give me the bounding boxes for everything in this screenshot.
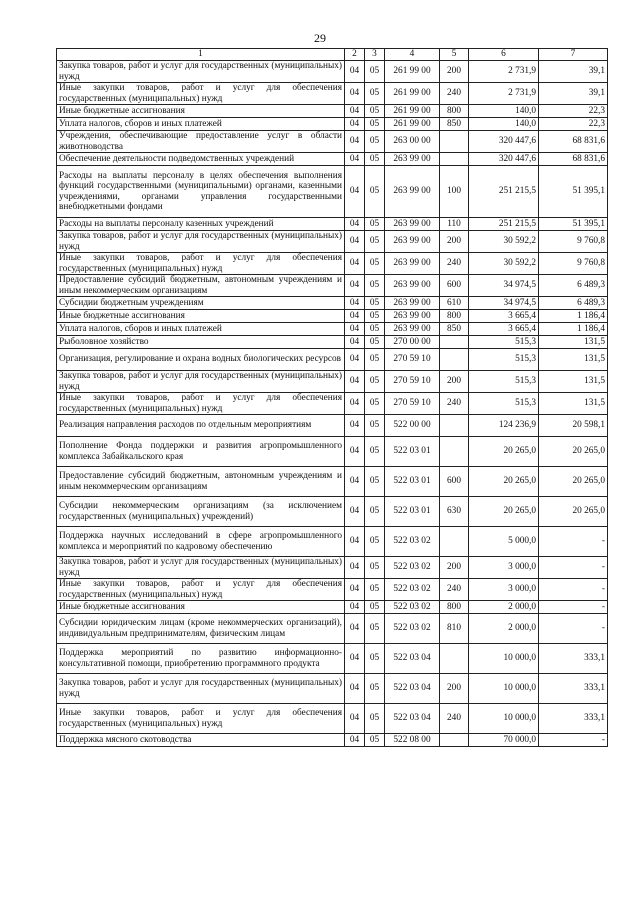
row-subsection: 05 <box>365 275 385 297</box>
row-executed-amount: 1 186,4 <box>539 310 608 323</box>
row-plan-amount: 3 665,4 <box>469 323 539 336</box>
row-target-code: 270 59 10 <box>385 393 440 415</box>
header-row <box>57 49 608 61</box>
row-section: 04 <box>345 601 365 614</box>
row-name: Закупка товаров, работ и услуг для государственных (муниципальных) нужд <box>57 371 345 393</box>
row-expense-type: 610 <box>440 297 469 310</box>
row-subsection: 05 <box>365 323 385 336</box>
row-subsection: 05 <box>365 579 385 601</box>
row-expense-type <box>440 734 469 747</box>
row-subsection: 05 <box>365 704 385 734</box>
row-target-code: 522 00 00 <box>385 415 440 437</box>
row-name: Иные бюджетные ассигнования <box>57 601 345 614</box>
row-plan-amount: 10 000,0 <box>469 644 539 674</box>
row-target-code: 522 03 02 <box>385 527 440 557</box>
row-executed-amount: 131,5 <box>539 393 608 415</box>
row-section: 04 <box>345 118 365 131</box>
row-plan-amount: 30 592,2 <box>469 253 539 275</box>
row-subsection: 05 <box>365 734 385 747</box>
row-plan-amount: 10 000,0 <box>469 704 539 734</box>
row-name: Организация, регулирование и охрана водных биологических ресурсов <box>57 349 345 371</box>
row-expense-type <box>440 131 469 153</box>
row-plan-amount: 2 731,9 <box>469 61 539 83</box>
row-executed-amount: 9 760,8 <box>539 253 608 275</box>
row-section: 04 <box>345 231 365 253</box>
table-row <box>57 614 608 644</box>
row-plan-amount: 515,3 <box>469 371 539 393</box>
row-target-code: 522 03 02 <box>385 579 440 601</box>
row-section: 04 <box>345 83 365 105</box>
table-row <box>57 166 608 218</box>
row-subsection: 05 <box>365 131 385 153</box>
row-expense-type: 200 <box>440 557 469 579</box>
row-subsection: 05 <box>365 497 385 527</box>
row-name: Поддержка мероприятий по развитию информационно-консультативной помощи, приобретению программного продукта <box>57 644 345 674</box>
row-name: Пополнение Фонда поддержки и развития агропромышленного комплекса Забайкальского края <box>57 437 345 467</box>
table-row <box>57 231 608 253</box>
row-executed-amount: 39,1 <box>539 83 608 105</box>
row-name: Иные закупки товаров, работ и услуг для обеспечения государственных (муниципальных) нужд <box>57 393 345 415</box>
row-expense-type: 810 <box>440 614 469 644</box>
row-section: 04 <box>345 310 365 323</box>
page-number: 29 <box>314 31 326 45</box>
row-plan-amount: 3 665,4 <box>469 310 539 323</box>
row-executed-amount: 1 186,4 <box>539 323 608 336</box>
row-subsection: 05 <box>365 61 385 83</box>
row-expense-type <box>440 336 469 349</box>
row-expense-type: 240 <box>440 579 469 601</box>
row-target-code: 522 08 00 <box>385 734 440 747</box>
row-target-code: 263 99 00 <box>385 323 440 336</box>
row-section: 04 <box>345 166 365 218</box>
row-plan-amount: 140,0 <box>469 118 539 131</box>
row-plan-amount: 140,0 <box>469 105 539 118</box>
col-header-2: 2 <box>345 49 365 61</box>
table-row <box>57 61 608 83</box>
row-name: Поддержка мясного скотоводства <box>57 734 345 747</box>
row-executed-amount: 22,3 <box>539 118 608 131</box>
row-target-code: 522 03 02 <box>385 614 440 644</box>
row-target-code: 261 99 00 <box>385 118 440 131</box>
table-row <box>57 644 608 674</box>
row-target-code: 261 99 00 <box>385 83 440 105</box>
table-row <box>57 218 608 231</box>
row-executed-amount: 68 831,6 <box>539 153 608 166</box>
row-section: 04 <box>345 275 365 297</box>
row-plan-amount: 320 447,6 <box>469 153 539 166</box>
row-section: 04 <box>345 253 365 275</box>
row-expense-type: 110 <box>440 218 469 231</box>
row-plan-amount: 20 265,0 <box>469 437 539 467</box>
table-row <box>57 557 608 579</box>
row-section: 04 <box>345 437 365 467</box>
row-name: Реализация направления расходов по отдельным мероприятиям <box>57 415 345 437</box>
row-plan-amount: 3 000,0 <box>469 579 539 601</box>
row-plan-amount: 70 000,0 <box>469 734 539 747</box>
row-section: 04 <box>345 415 365 437</box>
row-plan-amount: 2 000,0 <box>469 614 539 644</box>
row-plan-amount: 251 215,5 <box>469 166 539 218</box>
budget-table <box>56 48 608 747</box>
row-plan-amount: 34 974,5 <box>469 275 539 297</box>
row-target-code: 270 00 00 <box>385 336 440 349</box>
row-expense-type: 200 <box>440 61 469 83</box>
row-name: Субсидии некоммерческим организациям (за исключением государственных (муниципальных) учреждений) <box>57 497 345 527</box>
row-target-code: 522 03 01 <box>385 437 440 467</box>
row-target-code: 263 99 00 <box>385 153 440 166</box>
row-expense-type <box>440 527 469 557</box>
row-plan-amount: 20 265,0 <box>469 467 539 497</box>
row-target-code: 522 03 01 <box>385 497 440 527</box>
row-section: 04 <box>345 61 365 83</box>
row-name: Рыболовное хозяйство <box>57 336 345 349</box>
row-subsection: 05 <box>365 153 385 166</box>
row-plan-amount: 320 447,6 <box>469 131 539 153</box>
row-subsection: 05 <box>365 371 385 393</box>
table-row <box>57 497 608 527</box>
row-target-code: 263 99 00 <box>385 275 440 297</box>
row-subsection: 05 <box>365 467 385 497</box>
row-executed-amount: 333,1 <box>539 674 608 704</box>
row-name: Поддержка научных исследований в сфере агропромышленного комплекса и мероприятий по кадровому обеспечению <box>57 527 345 557</box>
table-row <box>57 310 608 323</box>
row-target-code: 263 99 00 <box>385 231 440 253</box>
row-name: Иные закупки товаров, работ и услуг для обеспечения государственных (муниципальных) нужд <box>57 253 345 275</box>
row-subsection: 05 <box>365 118 385 131</box>
col-header-5: 5 <box>440 49 469 61</box>
row-executed-amount: 20 265,0 <box>539 497 608 527</box>
table-row <box>57 371 608 393</box>
row-target-code: 522 03 04 <box>385 704 440 734</box>
row-expense-type: 800 <box>440 310 469 323</box>
table-row <box>57 336 608 349</box>
row-executed-amount: 333,1 <box>539 704 608 734</box>
row-subsection: 05 <box>365 297 385 310</box>
row-plan-amount: 124 236,9 <box>469 415 539 437</box>
row-target-code: 261 99 00 <box>385 105 440 118</box>
table-row <box>57 734 608 747</box>
row-expense-type: 240 <box>440 83 469 105</box>
row-target-code: 270 59 10 <box>385 349 440 371</box>
row-section: 04 <box>345 153 365 166</box>
row-executed-amount: 9 760,8 <box>539 231 608 253</box>
col-header-1: 1 <box>57 49 345 61</box>
row-name: Закупка товаров, работ и услуг для государственных (муниципальных) нужд <box>57 61 345 83</box>
row-expense-type: 850 <box>440 118 469 131</box>
row-executed-amount: 333,1 <box>539 644 608 674</box>
row-expense-type: 800 <box>440 105 469 118</box>
table-row <box>57 131 608 153</box>
row-target-code: 522 03 02 <box>385 557 440 579</box>
row-target-code: 263 00 00 <box>385 131 440 153</box>
row-name: Уплата налогов, сборов и иных платежей <box>57 323 345 336</box>
row-plan-amount: 515,3 <box>469 336 539 349</box>
row-executed-amount: 131,5 <box>539 349 608 371</box>
row-executed-amount: 6 489,3 <box>539 297 608 310</box>
row-section: 04 <box>345 704 365 734</box>
row-target-code: 263 99 00 <box>385 218 440 231</box>
row-plan-amount: 251 215,5 <box>469 218 539 231</box>
row-section: 04 <box>345 557 365 579</box>
row-section: 04 <box>345 674 365 704</box>
row-executed-amount: 131,5 <box>539 371 608 393</box>
table-row <box>57 153 608 166</box>
row-section: 04 <box>345 734 365 747</box>
row-subsection: 05 <box>365 231 385 253</box>
row-subsection: 05 <box>365 83 385 105</box>
row-expense-type <box>440 437 469 467</box>
row-name: Иные закупки товаров, работ и услуг для обеспечения государственных (муниципальных) нужд <box>57 83 345 105</box>
row-expense-type: 600 <box>440 275 469 297</box>
row-plan-amount: 10 000,0 <box>469 674 539 704</box>
row-expense-type <box>440 349 469 371</box>
row-section: 04 <box>345 393 365 415</box>
row-section: 04 <box>345 336 365 349</box>
row-name: Обеспечение деятельности подведомственных учреждений <box>57 153 345 166</box>
row-plan-amount: 515,3 <box>469 349 539 371</box>
row-executed-amount: - <box>539 557 608 579</box>
row-name: Субсидии юридическим лицам (кроме некоммерческих организаций), индивидуальным предпринимателям, физическим лицам <box>57 614 345 644</box>
row-expense-type: 630 <box>440 497 469 527</box>
row-name: Закупка товаров, работ и услуг для государственных (муниципальных) нужд <box>57 557 345 579</box>
table-row <box>57 105 608 118</box>
row-name: Закупка товаров, работ и услуг для государственных (муниципальных) нужд <box>57 674 345 704</box>
row-executed-amount: 20 598,1 <box>539 415 608 437</box>
row-executed-amount: 51 395,1 <box>539 218 608 231</box>
table-row <box>57 118 608 131</box>
row-plan-amount: 515,3 <box>469 393 539 415</box>
row-plan-amount: 3 000,0 <box>469 557 539 579</box>
row-section: 04 <box>345 371 365 393</box>
row-expense-type: 600 <box>440 467 469 497</box>
row-executed-amount: 39,1 <box>539 61 608 83</box>
row-name: Субсидии бюджетным учреждениям <box>57 297 345 310</box>
table-row <box>57 415 608 437</box>
row-expense-type <box>440 415 469 437</box>
row-expense-type: 240 <box>440 704 469 734</box>
col-header-4: 4 <box>385 49 440 61</box>
row-expense-type <box>440 644 469 674</box>
col-header-6: 6 <box>469 49 539 61</box>
row-expense-type: 200 <box>440 371 469 393</box>
row-executed-amount: 6 489,3 <box>539 275 608 297</box>
row-section: 04 <box>345 218 365 231</box>
row-section: 04 <box>345 323 365 336</box>
row-expense-type: 100 <box>440 166 469 218</box>
row-subsection: 05 <box>365 253 385 275</box>
table-row <box>57 601 608 614</box>
row-section: 04 <box>345 614 365 644</box>
row-section: 04 <box>345 527 365 557</box>
row-section: 04 <box>345 497 365 527</box>
row-plan-amount: 2 000,0 <box>469 601 539 614</box>
row-name: Иные закупки товаров, работ и услуг для обеспечения государственных (муниципальных) нужд <box>57 579 345 601</box>
row-expense-type: 800 <box>440 601 469 614</box>
row-name: Расходы на выплаты персоналу в целях обеспечения выполнения функций государственными (муниципальными) органами, казенными учреждениями, органами управления государственными внебюджетными фондами <box>57 166 345 218</box>
row-subsection: 05 <box>365 557 385 579</box>
row-executed-amount: - <box>539 614 608 644</box>
row-expense-type: 850 <box>440 323 469 336</box>
row-name: Иные закупки товаров, работ и услуг для обеспечения государственных (муниципальных) нужд <box>57 704 345 734</box>
col-header-7: 7 <box>539 49 608 61</box>
table-row <box>57 253 608 275</box>
row-target-code: 263 99 00 <box>385 253 440 275</box>
row-expense-type: 240 <box>440 253 469 275</box>
table-row <box>57 704 608 734</box>
row-executed-amount: - <box>539 734 608 747</box>
row-subsection: 05 <box>365 614 385 644</box>
row-subsection: 05 <box>365 674 385 704</box>
row-target-code: 263 99 00 <box>385 297 440 310</box>
row-section: 04 <box>345 579 365 601</box>
row-plan-amount: 30 592,2 <box>469 231 539 253</box>
table-row <box>57 674 608 704</box>
row-subsection: 05 <box>365 644 385 674</box>
row-name: Предоставление субсидий бюджетным, автономным учреждениям и иным некоммерческим организациям <box>57 275 345 297</box>
row-section: 04 <box>345 644 365 674</box>
row-subsection: 05 <box>365 310 385 323</box>
row-subsection: 05 <box>365 336 385 349</box>
row-name: Учреждения, обеспечивающие предоставление услуг в области животноводства <box>57 131 345 153</box>
row-executed-amount: 22,3 <box>539 105 608 118</box>
table-row <box>57 297 608 310</box>
row-name: Иные бюджетные ассигнования <box>57 105 345 118</box>
table-row <box>57 467 608 497</box>
row-expense-type: 200 <box>440 231 469 253</box>
table-row <box>57 349 608 371</box>
row-target-code: 261 99 00 <box>385 61 440 83</box>
row-section: 04 <box>345 467 365 497</box>
row-executed-amount: 68 831,6 <box>539 131 608 153</box>
row-plan-amount: 2 731,9 <box>469 83 539 105</box>
row-name: Иные бюджетные ассигнования <box>57 310 345 323</box>
row-section: 04 <box>345 297 365 310</box>
row-subsection: 05 <box>365 415 385 437</box>
row-section: 04 <box>345 131 365 153</box>
row-name: Уплата налогов, сборов и иных платежей <box>57 118 345 131</box>
table-row <box>57 275 608 297</box>
row-target-code: 522 03 01 <box>385 467 440 497</box>
table-row <box>57 527 608 557</box>
table-row <box>57 437 608 467</box>
row-executed-amount: - <box>539 601 608 614</box>
row-subsection: 05 <box>365 349 385 371</box>
row-subsection: 05 <box>365 393 385 415</box>
row-executed-amount: 20 265,0 <box>539 467 608 497</box>
row-target-code: 522 03 02 <box>385 601 440 614</box>
row-expense-type <box>440 153 469 166</box>
row-expense-type: 200 <box>440 674 469 704</box>
row-subsection: 05 <box>365 105 385 118</box>
row-target-code: 270 59 10 <box>385 371 440 393</box>
row-target-code: 263 99 00 <box>385 166 440 218</box>
table-row <box>57 83 608 105</box>
table-row <box>57 323 608 336</box>
row-executed-amount: 51 395,1 <box>539 166 608 218</box>
col-header-3: 3 <box>365 49 385 61</box>
row-executed-amount: 131,5 <box>539 336 608 349</box>
row-target-code: 263 99 00 <box>385 310 440 323</box>
row-executed-amount: - <box>539 527 608 557</box>
row-target-code: 522 03 04 <box>385 674 440 704</box>
row-target-code: 522 03 04 <box>385 644 440 674</box>
row-executed-amount: - <box>539 579 608 601</box>
row-expense-type: 240 <box>440 393 469 415</box>
row-name: Закупка товаров, работ и услуг для государственных (муниципальных) нужд <box>57 231 345 253</box>
row-plan-amount: 34 974,5 <box>469 297 539 310</box>
table-row <box>57 393 608 415</box>
row-subsection: 05 <box>365 437 385 467</box>
row-name: Предоставление субсидий бюджетным, автономным учреждениям и иным некоммерческим организациям <box>57 467 345 497</box>
row-section: 04 <box>345 105 365 118</box>
row-executed-amount: 20 265,0 <box>539 437 608 467</box>
row-subsection: 05 <box>365 166 385 218</box>
row-plan-amount: 5 000,0 <box>469 527 539 557</box>
table-row <box>57 579 608 601</box>
row-subsection: 05 <box>365 601 385 614</box>
row-name: Расходы на выплаты персоналу казенных учреждений <box>57 218 345 231</box>
row-subsection: 05 <box>365 218 385 231</box>
row-subsection: 05 <box>365 527 385 557</box>
row-plan-amount: 20 265,0 <box>469 497 539 527</box>
row-section: 04 <box>345 349 365 371</box>
